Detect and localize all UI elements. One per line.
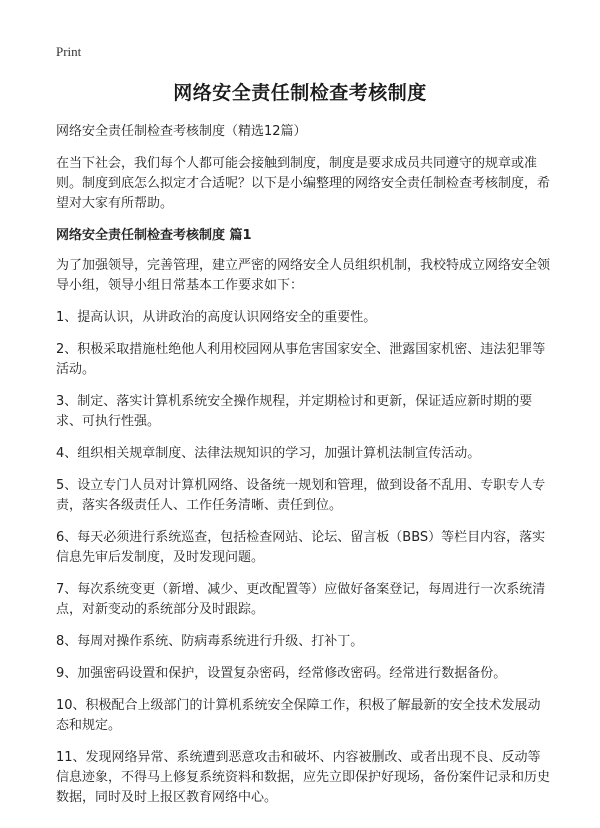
subtitle: 网络安全责任制检查考核制度（精选12篇） — [56, 124, 307, 139]
document-body — [56, 122, 550, 820]
section-lead-paragraph: 为了加强领导，完善管理，建立严密的网络安全人员组织机制，我校特成立网络安全领导小组，领导小组日常基本工作要求如下： — [56, 258, 551, 293]
list-item: 4、组织相关规章制度、法律法规知识的学习，加强计算机法制宣传活动。 — [56, 446, 481, 461]
list-item: 7、每次系统变更（新增、减少、更改配置等）应做好备案登记，每周进行一次系统清点，对新变动的系统部分及时跟踪。 — [56, 582, 546, 617]
list-item: 2、积极采取措施杜绝他人利用校园网从事危害国家安全、泄露国家机密、违法犯罪等活动。 — [56, 342, 546, 377]
list-item: 8、每周对操作系统、防病毒系统进行升级、打补丁。 — [56, 634, 364, 649]
page-title: 网络安全责任制检查考核制度 — [173, 82, 427, 104]
list-item: 11、发现网络异常、系统遭到恶意攻击和破坏、内容被删改、或者出现不良、反动等信息迹象，不得马上修复系统资料和数据，应先立即保护好现场，备份案件记录和历史数据，同时及时上报区教育网络中心。 — [56, 750, 551, 805]
list-item: 10、积极配合上级部门的计算机系统安全保障工作，积极了解最新的安全技术发展动态和规定。 — [56, 698, 541, 733]
list-item: 5、设立专门人员对计算机网络、设备统一规划和管理，做到设备不乱用、专职专人专责，落实各级责任人、工作任务清晰、责任到位。 — [56, 478, 546, 513]
list-item: 6、每天必须进行系统巡查，包括检查网站、论坛、留言板（BBS）等栏目内容，落实信息先审后发制度，及时发现问题。 — [56, 530, 546, 565]
list-item: 9、加强密码设置和保护，设置复杂密码，经常修改密码。经常进行数据备份。 — [56, 666, 507, 681]
print-label: Print — [56, 44, 82, 59]
list-item: 3、制定、落实计算机系统安全操作规程，并定期检讨和更新，保证适应新时期的要求、可执行性强。 — [56, 394, 533, 429]
list-item: 1、提高认识，从讲政治的高度认识网络安全的重要性。 — [56, 310, 377, 325]
section-heading: 网络安全责任制检查考核制度 篇1 — [56, 228, 252, 243]
intro-paragraph: 在当下社会，我们每个人都可能会接触到制度，制度是要求成员共同遵守的规章或准则。制度到底怎么拟定才合适呢？以下是小编整理的网络安全责任制检查考核制度，希望对大家有所帮助。 — [56, 156, 551, 211]
